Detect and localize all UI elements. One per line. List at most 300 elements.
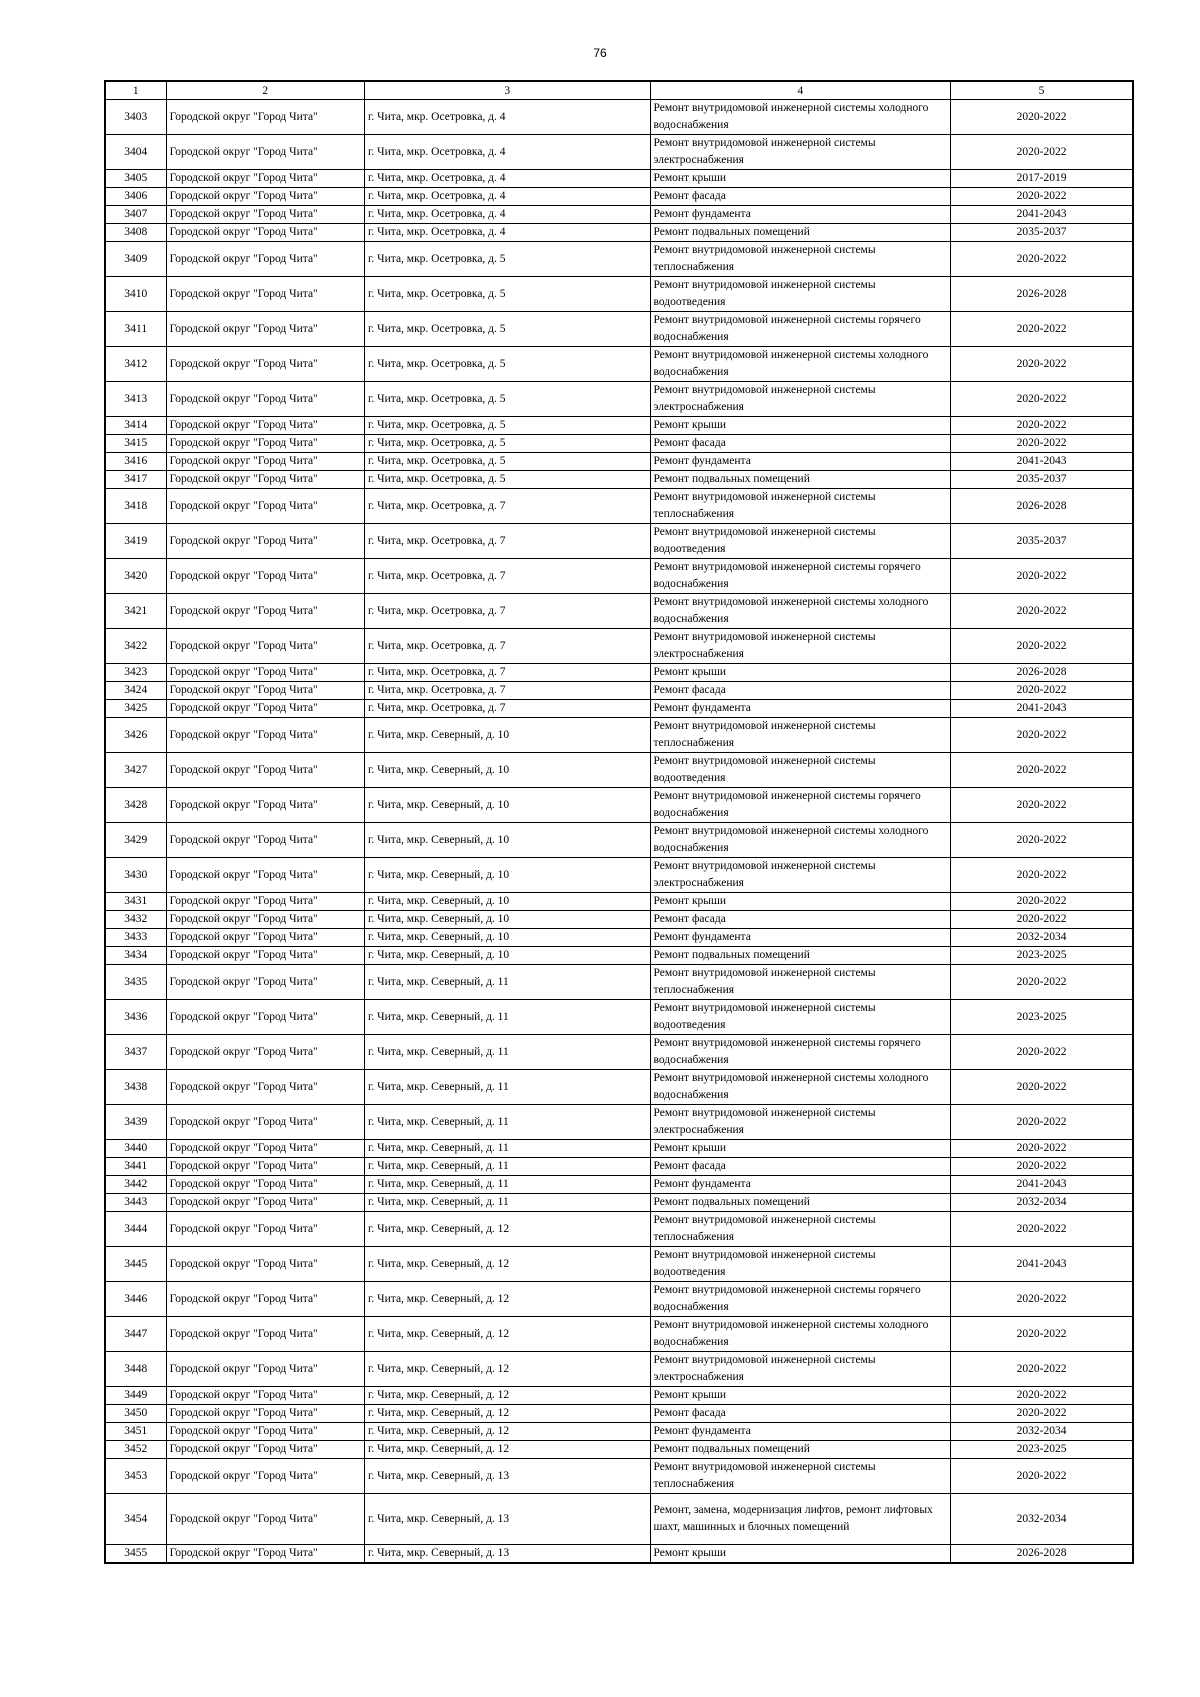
period-cell: 2020-2022 (951, 893, 1133, 911)
column-header: 2 (166, 81, 364, 100)
work-type-cell: Ремонт крыши (650, 1387, 951, 1405)
table-row (105, 1282, 1133, 1317)
work-type-cell: Ремонт внутридомовой инженерной системы горячего водоснабжения (650, 1282, 951, 1317)
row-number-cell: 3408 (105, 224, 166, 242)
row-number-cell: 3403 (105, 100, 166, 135)
address-cell: г. Чита, мкр. Северный, д. 13 (364, 1494, 650, 1545)
municipality-cell: Городской округ "Город Чита" (166, 1441, 364, 1459)
municipality-cell: Городской округ "Город Чита" (166, 135, 364, 170)
work-type-cell: Ремонт фасада (650, 188, 951, 206)
row-number-cell: 3438 (105, 1070, 166, 1105)
row-number-cell: 3409 (105, 242, 166, 277)
row-number-cell: 3412 (105, 347, 166, 382)
period-cell: 2032-2034 (951, 929, 1133, 947)
period-cell: 2020-2022 (951, 135, 1133, 170)
row-number-cell: 3431 (105, 893, 166, 911)
address-cell: г. Чита, мкр. Осетровка, д. 4 (364, 224, 650, 242)
row-number-cell: 3429 (105, 823, 166, 858)
municipality-cell: Городской округ "Город Чита" (166, 188, 364, 206)
table-row (105, 1140, 1133, 1158)
table-row (105, 471, 1133, 489)
municipality-cell: Городской округ "Город Чита" (166, 170, 364, 188)
work-type-cell: Ремонт фундамента (650, 206, 951, 224)
address-cell: г. Чита, мкр. Северный, д. 11 (364, 1105, 650, 1140)
address-cell: г. Чита, мкр. Северный, д. 11 (364, 1140, 650, 1158)
table-row (105, 1194, 1133, 1212)
period-cell: 2017-2019 (951, 170, 1133, 188)
address-cell: г. Чита, мкр. Северный, д. 10 (364, 823, 650, 858)
period-cell: 2023-2025 (951, 1441, 1133, 1459)
row-number-cell: 3419 (105, 524, 166, 559)
period-cell: 2020-2022 (951, 1035, 1133, 1070)
address-cell: г. Чита, мкр. Осетровка, д. 5 (364, 435, 650, 453)
address-cell: г. Чита, мкр. Северный, д. 10 (364, 788, 650, 823)
municipality-cell: Городской округ "Город Чита" (166, 788, 364, 823)
period-cell: 2035-2037 (951, 524, 1133, 559)
table-row (105, 417, 1133, 435)
address-cell: г. Чита, мкр. Северный, д. 11 (364, 1035, 650, 1070)
table-row (105, 788, 1133, 823)
address-cell: г. Чита, мкр. Северный, д. 12 (364, 1352, 650, 1387)
work-type-cell: Ремонт внутридомовой инженерной системы водоотведения (650, 1000, 951, 1035)
row-number-cell: 3451 (105, 1423, 166, 1441)
row-number-cell: 3417 (105, 471, 166, 489)
row-number-cell: 3416 (105, 453, 166, 471)
table-row (105, 594, 1133, 629)
row-number-cell: 3436 (105, 1000, 166, 1035)
row-number-cell: 3433 (105, 929, 166, 947)
work-type-cell: Ремонт, замена, модернизация лифтов, ремонт лифтовых шахт, машинных и блочных помещений (650, 1494, 951, 1545)
municipality-cell: Городской округ "Город Чита" (166, 1194, 364, 1212)
period-cell: 2020-2022 (951, 965, 1133, 1000)
address-cell: г. Чита, мкр. Северный, д. 11 (364, 1070, 650, 1105)
table-row (105, 1176, 1133, 1194)
work-type-cell: Ремонт внутридомовой инженерной системы электроснабжения (650, 629, 951, 664)
address-cell: г. Чита, мкр. Северный, д. 10 (364, 718, 650, 753)
work-type-cell: Ремонт крыши (650, 1545, 951, 1564)
work-type-cell: Ремонт внутридомовой инженерной системы холодного водоснабжения (650, 347, 951, 382)
municipality-cell: Городской округ "Город Чита" (166, 1140, 364, 1158)
municipality-cell: Городской округ "Город Чита" (166, 1176, 364, 1194)
address-cell: г. Чита, мкр. Северный, д. 11 (364, 1194, 650, 1212)
municipality-cell: Городской округ "Город Чита" (166, 224, 364, 242)
municipality-cell: Городской округ "Город Чита" (166, 417, 364, 435)
table-row (105, 1423, 1133, 1441)
period-cell: 2026-2028 (951, 1545, 1133, 1564)
table-row (105, 965, 1133, 1000)
municipality-cell: Городской округ "Город Чита" (166, 594, 364, 629)
table-body (105, 100, 1133, 1564)
row-number-cell: 3454 (105, 1494, 166, 1545)
period-cell: 2035-2037 (951, 471, 1133, 489)
work-type-cell: Ремонт внутридомовой инженерной системы горячего водоснабжения (650, 788, 951, 823)
municipality-cell: Городской округ "Город Чита" (166, 100, 364, 135)
work-type-cell: Ремонт крыши (650, 893, 951, 911)
address-cell: г. Чита, мкр. Северный, д. 12 (364, 1423, 650, 1441)
address-cell: г. Чита, мкр. Осетровка, д. 5 (364, 453, 650, 471)
table-row (105, 170, 1133, 188)
work-type-cell: Ремонт фундамента (650, 1176, 951, 1194)
period-cell: 2020-2022 (951, 629, 1133, 664)
work-type-cell: Ремонт внутридомовой инженерной системы теплоснабжения (650, 489, 951, 524)
period-cell: 2020-2022 (951, 559, 1133, 594)
work-type-cell: Ремонт внутридомовой инженерной системы горячего водоснабжения (650, 1035, 951, 1070)
period-cell: 2026-2028 (951, 277, 1133, 312)
table-row (105, 682, 1133, 700)
row-number-cell: 3452 (105, 1441, 166, 1459)
work-type-cell: Ремонт внутридомовой инженерной системы теплоснабжения (650, 1459, 951, 1494)
row-number-cell: 3434 (105, 947, 166, 965)
period-cell: 2020-2022 (951, 594, 1133, 629)
period-cell: 2020-2022 (951, 417, 1133, 435)
address-cell: г. Чита, мкр. Осетровка, д. 5 (364, 277, 650, 312)
column-header: 1 (105, 81, 166, 100)
period-cell: 2041-2043 (951, 1176, 1133, 1194)
address-cell: г. Чита, мкр. Осетровка, д. 7 (364, 700, 650, 718)
table-row (105, 559, 1133, 594)
row-number-cell: 3444 (105, 1212, 166, 1247)
address-cell: г. Чита, мкр. Осетровка, д. 7 (364, 664, 650, 682)
work-type-cell: Ремонт фундамента (650, 453, 951, 471)
address-cell: г. Чита, мкр. Осетровка, д. 4 (364, 100, 650, 135)
period-cell: 2032-2034 (951, 1194, 1133, 1212)
address-cell: г. Чита, мкр. Осетровка, д. 5 (364, 242, 650, 277)
period-cell: 2020-2022 (951, 382, 1133, 417)
municipality-cell: Городской округ "Город Чита" (166, 1405, 364, 1423)
table-row (105, 1212, 1133, 1247)
period-cell: 2041-2043 (951, 1247, 1133, 1282)
period-cell: 2041-2043 (951, 700, 1133, 718)
address-cell: г. Чита, мкр. Северный, д. 12 (364, 1317, 650, 1352)
row-number-cell: 3427 (105, 753, 166, 788)
municipality-cell: Городской округ "Город Чита" (166, 1247, 364, 1282)
municipality-cell: Городской округ "Город Чита" (166, 965, 364, 1000)
work-type-cell: Ремонт внутридомовой инженерной системы холодного водоснабжения (650, 594, 951, 629)
table-row (105, 382, 1133, 417)
row-number-cell: 3441 (105, 1158, 166, 1176)
work-type-cell: Ремонт подвальных помещений (650, 1194, 951, 1212)
column-number-header-row (105, 81, 1133, 100)
work-type-cell: Ремонт внутридомовой инженерной системы теплоснабжения (650, 242, 951, 277)
municipality-cell: Городской округ "Город Чита" (166, 382, 364, 417)
work-type-cell: Ремонт крыши (650, 417, 951, 435)
address-cell: г. Чита, мкр. Осетровка, д. 7 (364, 524, 650, 559)
period-cell: 2020-2022 (951, 1158, 1133, 1176)
table-row (105, 1317, 1133, 1352)
period-cell: 2020-2022 (951, 788, 1133, 823)
municipality-cell: Городской округ "Город Чита" (166, 489, 364, 524)
row-number-cell: 3449 (105, 1387, 166, 1405)
work-type-cell: Ремонт внутридомовой инженерной системы горячего водоснабжения (650, 312, 951, 347)
period-cell: 2020-2022 (951, 242, 1133, 277)
address-cell: г. Чита, мкр. Северный, д. 12 (364, 1282, 650, 1317)
municipality-cell: Городской округ "Город Чита" (166, 559, 364, 594)
period-cell: 2020-2022 (951, 1405, 1133, 1423)
municipality-cell: Городской округ "Город Чита" (166, 1387, 364, 1405)
address-cell: г. Чита, мкр. Северный, д. 11 (364, 1176, 650, 1194)
municipality-cell: Городской округ "Город Чита" (166, 206, 364, 224)
table-row (105, 435, 1133, 453)
table-row (105, 1494, 1133, 1545)
municipality-cell: Городской округ "Город Чита" (166, 929, 364, 947)
capital-repair-table (104, 80, 1134, 1564)
table-row (105, 135, 1133, 170)
period-cell: 2023-2025 (951, 1000, 1133, 1035)
work-type-cell: Ремонт фасада (650, 435, 951, 453)
table-row (105, 312, 1133, 347)
row-number-cell: 3413 (105, 382, 166, 417)
municipality-cell: Городской округ "Город Чита" (166, 1459, 364, 1494)
address-cell: г. Чита, мкр. Осетровка, д. 5 (364, 382, 650, 417)
period-cell: 2020-2022 (951, 1459, 1133, 1494)
row-number-cell: 3411 (105, 312, 166, 347)
period-cell: 2020-2022 (951, 823, 1133, 858)
municipality-cell: Городской округ "Город Чита" (166, 1070, 364, 1105)
address-cell: г. Чита, мкр. Осетровка, д. 7 (364, 489, 650, 524)
address-cell: г. Чита, мкр. Осетровка, д. 4 (364, 188, 650, 206)
address-cell: г. Чита, мкр. Северный, д. 11 (364, 965, 650, 1000)
work-type-cell: Ремонт внутридомовой инженерной системы теплоснабжения (650, 1212, 951, 1247)
row-number-cell: 3447 (105, 1317, 166, 1352)
municipality-cell: Городской округ "Город Чита" (166, 1282, 364, 1317)
address-cell: г. Чита, мкр. Северный, д. 10 (364, 893, 650, 911)
row-number-cell: 3423 (105, 664, 166, 682)
municipality-cell: Городской округ "Город Чита" (166, 1035, 364, 1070)
table-row (105, 753, 1133, 788)
work-type-cell: Ремонт внутридомовой инженерной системы электроснабжения (650, 382, 951, 417)
period-cell: 2020-2022 (951, 911, 1133, 929)
period-cell: 2020-2022 (951, 1070, 1133, 1105)
address-cell: г. Чита, мкр. Северный, д. 13 (364, 1459, 650, 1494)
table-row (105, 1035, 1133, 1070)
row-number-cell: 3418 (105, 489, 166, 524)
period-cell: 2020-2022 (951, 1212, 1133, 1247)
table-row (105, 224, 1133, 242)
work-type-cell: Ремонт внутридомовой инженерной системы электроснабжения (650, 858, 951, 893)
row-number-cell: 3455 (105, 1545, 166, 1564)
municipality-cell: Городской округ "Город Чита" (166, 629, 364, 664)
table-row (105, 1387, 1133, 1405)
address-cell: г. Чита, мкр. Осетровка, д. 7 (364, 559, 650, 594)
municipality-cell: Городской округ "Город Чита" (166, 1212, 364, 1247)
row-number-cell: 3440 (105, 1140, 166, 1158)
table-row (105, 1247, 1133, 1282)
row-number-cell: 3420 (105, 559, 166, 594)
period-cell: 2026-2028 (951, 664, 1133, 682)
work-type-cell: Ремонт внутридомовой инженерной системы холодного водоснабжения (650, 1317, 951, 1352)
table-row (105, 188, 1133, 206)
period-cell: 2020-2022 (951, 753, 1133, 788)
period-cell: 2020-2022 (951, 347, 1133, 382)
address-cell: г. Чита, мкр. Северный, д. 13 (364, 1545, 650, 1564)
work-type-cell: Ремонт внутридомовой инженерной системы водоотведения (650, 524, 951, 559)
municipality-cell: Городской округ "Город Чита" (166, 911, 364, 929)
row-number-cell: 3439 (105, 1105, 166, 1140)
address-cell: г. Чита, мкр. Осетровка, д. 4 (364, 170, 650, 188)
table-row (105, 823, 1133, 858)
work-type-cell: Ремонт внутридомовой инженерной системы электроснабжения (650, 1352, 951, 1387)
row-number-cell: 3426 (105, 718, 166, 753)
row-number-cell: 3410 (105, 277, 166, 312)
table-row (105, 347, 1133, 382)
table-row (105, 242, 1133, 277)
work-type-cell: Ремонт внутридомовой инженерной системы горячего водоснабжения (650, 559, 951, 594)
period-cell: 2020-2022 (951, 1387, 1133, 1405)
table-row (105, 1545, 1133, 1564)
municipality-cell: Городской округ "Город Чита" (166, 1423, 364, 1441)
table-row (105, 1405, 1133, 1423)
work-type-cell: Ремонт крыши (650, 664, 951, 682)
work-type-cell: Ремонт подвальных помещений (650, 1441, 951, 1459)
table-row (105, 1105, 1133, 1140)
municipality-cell: Городской округ "Город Чита" (166, 700, 364, 718)
work-type-cell: Ремонт фасада (650, 1405, 951, 1423)
municipality-cell: Городской округ "Город Чита" (166, 435, 364, 453)
municipality-cell: Городской округ "Город Чита" (166, 1494, 364, 1545)
row-number-cell: 3405 (105, 170, 166, 188)
period-cell: 2020-2022 (951, 100, 1133, 135)
row-number-cell: 3442 (105, 1176, 166, 1194)
address-cell: г. Чита, мкр. Осетровка, д. 5 (364, 347, 650, 382)
period-cell: 2020-2022 (951, 718, 1133, 753)
table-row (105, 700, 1133, 718)
table-row (105, 1000, 1133, 1035)
period-cell: 2020-2022 (951, 858, 1133, 893)
table-row (105, 100, 1133, 135)
municipality-cell: Городской округ "Город Чита" (166, 718, 364, 753)
municipality-cell: Городской округ "Город Чита" (166, 664, 364, 682)
municipality-cell: Городской округ "Город Чита" (166, 947, 364, 965)
row-number-cell: 3425 (105, 700, 166, 718)
address-cell: г. Чита, мкр. Осетровка, д. 7 (364, 682, 650, 700)
work-type-cell: Ремонт внутридомовой инженерной системы электроснабжения (650, 1105, 951, 1140)
period-cell: 2020-2022 (951, 1105, 1133, 1140)
municipality-cell: Городской округ "Город Чита" (166, 453, 364, 471)
address-cell: г. Чита, мкр. Осетровка, д. 5 (364, 471, 650, 489)
table-row (105, 489, 1133, 524)
address-cell: г. Чита, мкр. Северный, д. 10 (364, 753, 650, 788)
work-type-cell: Ремонт внутридомовой инженерной системы электроснабжения (650, 135, 951, 170)
row-number-cell: 3443 (105, 1194, 166, 1212)
period-cell: 2026-2028 (951, 489, 1133, 524)
work-type-cell: Ремонт внутридомовой инженерной системы теплоснабжения (650, 718, 951, 753)
period-cell: 2032-2034 (951, 1423, 1133, 1441)
row-number-cell: 3450 (105, 1405, 166, 1423)
table-row (105, 206, 1133, 224)
work-type-cell: Ремонт фасада (650, 911, 951, 929)
address-cell: г. Чита, мкр. Северный, д. 12 (364, 1212, 650, 1247)
row-number-cell: 3424 (105, 682, 166, 700)
municipality-cell: Городской округ "Город Чита" (166, 524, 364, 559)
table-row (105, 929, 1133, 947)
municipality-cell: Городской округ "Город Чита" (166, 277, 364, 312)
period-cell: 2035-2037 (951, 224, 1133, 242)
work-type-cell: Ремонт подвальных помещений (650, 471, 951, 489)
municipality-cell: Городской округ "Город Чита" (166, 858, 364, 893)
work-type-cell: Ремонт внутридомовой инженерной системы холодного водоснабжения (650, 1070, 951, 1105)
row-number-cell: 3415 (105, 435, 166, 453)
municipality-cell: Городской округ "Город Чита" (166, 1158, 364, 1176)
address-cell: г. Чита, мкр. Северный, д. 12 (364, 1247, 650, 1282)
period-cell: 2023-2025 (951, 947, 1133, 965)
work-type-cell: Ремонт крыши (650, 170, 951, 188)
work-type-cell: Ремонт фасада (650, 1158, 951, 1176)
address-cell: г. Чита, мкр. Северный, д. 11 (364, 1000, 650, 1035)
work-type-cell: Ремонт внутридомовой инженерной системы холодного водоснабжения (650, 823, 951, 858)
table-row (105, 277, 1133, 312)
period-cell: 2041-2043 (951, 453, 1133, 471)
row-number-cell: 3430 (105, 858, 166, 893)
municipality-cell: Городской округ "Город Чита" (166, 893, 364, 911)
table-row (105, 718, 1133, 753)
table-row (105, 911, 1133, 929)
municipality-cell: Городской округ "Город Чита" (166, 823, 364, 858)
municipality-cell: Городской округ "Город Чита" (166, 1545, 364, 1564)
address-cell: г. Чита, мкр. Осетровка, д. 7 (364, 594, 650, 629)
table-row (105, 629, 1133, 664)
row-number-cell: 3421 (105, 594, 166, 629)
municipality-cell: Городской округ "Город Чита" (166, 1105, 364, 1140)
period-cell: 2020-2022 (951, 682, 1133, 700)
row-number-cell: 3414 (105, 417, 166, 435)
municipality-cell: Городской округ "Город Чита" (166, 347, 364, 382)
municipality-cell: Городской округ "Город Чита" (166, 471, 364, 489)
work-type-cell: Ремонт внутридомовой инженерной системы водоотведения (650, 1247, 951, 1282)
table-row (105, 1441, 1133, 1459)
work-type-cell: Ремонт фундамента (650, 1423, 951, 1441)
municipality-cell: Городской округ "Город Чита" (166, 682, 364, 700)
work-type-cell: Ремонт фундамента (650, 700, 951, 718)
address-cell: г. Чита, мкр. Северный, д. 10 (364, 947, 650, 965)
municipality-cell: Городской округ "Город Чита" (166, 312, 364, 347)
period-cell: 2020-2022 (951, 312, 1133, 347)
address-cell: г. Чита, мкр. Осетровка, д. 5 (364, 417, 650, 435)
address-cell: г. Чита, мкр. Северный, д. 12 (364, 1441, 650, 1459)
row-number-cell: 3432 (105, 911, 166, 929)
table-row (105, 893, 1133, 911)
row-number-cell: 3437 (105, 1035, 166, 1070)
row-number-cell: 3407 (105, 206, 166, 224)
table-row (105, 1459, 1133, 1494)
period-cell: 2020-2022 (951, 435, 1133, 453)
row-number-cell: 3453 (105, 1459, 166, 1494)
row-number-cell: 3428 (105, 788, 166, 823)
address-cell: г. Чита, мкр. Осетровка, д. 5 (364, 312, 650, 347)
row-number-cell: 3435 (105, 965, 166, 1000)
table-row (105, 947, 1133, 965)
address-cell: г. Чита, мкр. Северный, д. 10 (364, 858, 650, 893)
period-cell: 2020-2022 (951, 1282, 1133, 1317)
period-cell: 2020-2022 (951, 1140, 1133, 1158)
municipality-cell: Городской округ "Город Чита" (166, 1317, 364, 1352)
table-row (105, 1158, 1133, 1176)
work-type-cell: Ремонт крыши (650, 1140, 951, 1158)
table-row (105, 524, 1133, 559)
municipality-cell: Городской округ "Город Чита" (166, 1352, 364, 1387)
address-cell: г. Чита, мкр. Осетровка, д. 7 (364, 629, 650, 664)
work-type-cell: Ремонт внутридомовой инженерной системы холодного водоснабжения (650, 100, 951, 135)
work-type-cell: Ремонт фасада (650, 682, 951, 700)
table-row (105, 453, 1133, 471)
table-row (105, 1352, 1133, 1387)
row-number-cell: 3446 (105, 1282, 166, 1317)
municipality-cell: Городской округ "Город Чита" (166, 1000, 364, 1035)
row-number-cell: 3422 (105, 629, 166, 664)
address-cell: г. Чита, мкр. Северный, д. 12 (364, 1387, 650, 1405)
work-type-cell: Ремонт фундамента (650, 929, 951, 947)
municipality-cell: Городской округ "Город Чита" (166, 242, 364, 277)
work-type-cell: Ремонт внутридомовой инженерной системы водоотведения (650, 277, 951, 312)
